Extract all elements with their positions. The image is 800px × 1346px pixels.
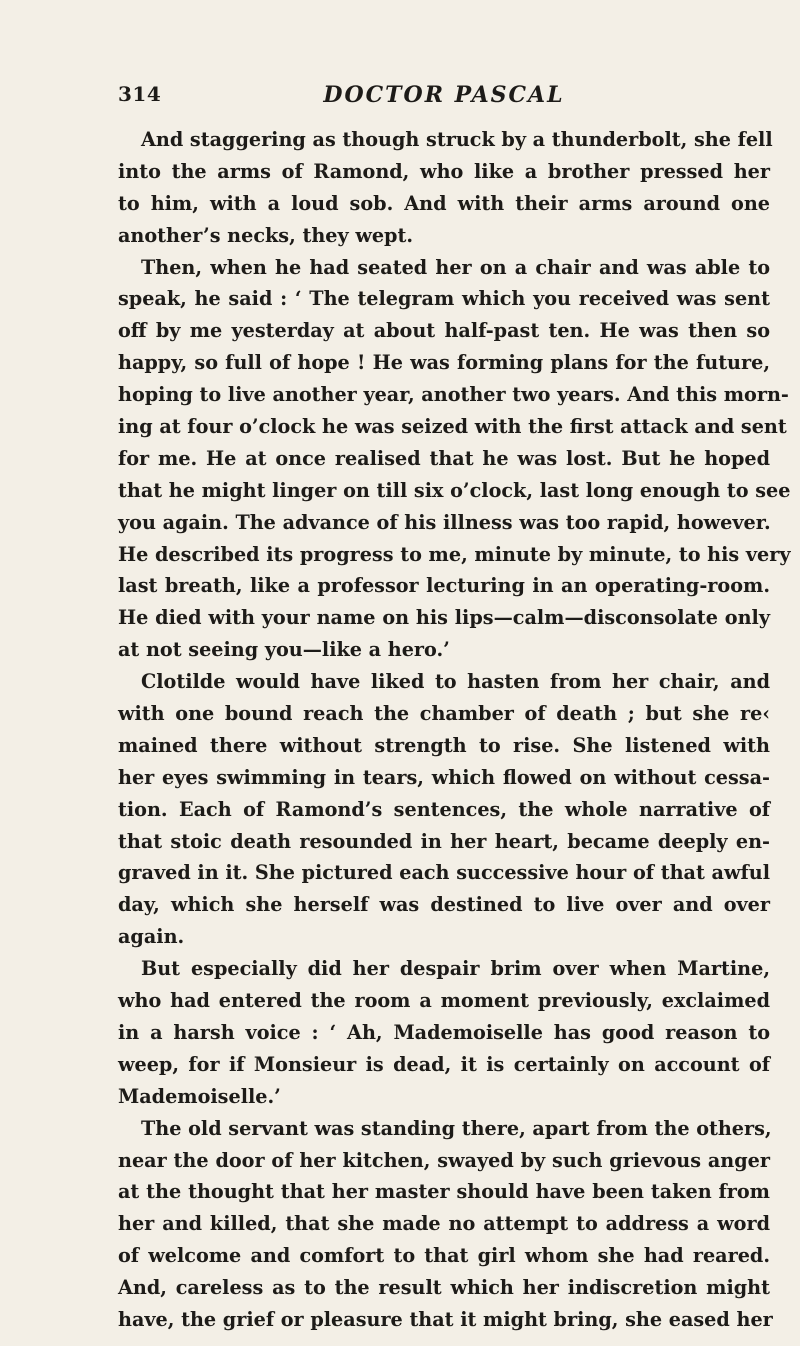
text-line: Then, when he had seated her on a chair and was able to [141, 255, 770, 279]
text-line: another’s necks, they wept. [118, 223, 414, 247]
text-line: hoping to live another year, another two years. And this morn- [118, 383, 789, 407]
text-line: He described its progress to me, minute by minute, to his very [118, 542, 791, 566]
text-line: into the arms of Ramond, who like a brother pressed her [118, 159, 770, 183]
text-line: at the thought that her master should have been taken from [118, 1180, 770, 1204]
text-line: near the door of her kitchen, swayed by such grievous anger [118, 1148, 770, 1172]
text-line: of welcome and comfort to that girl whom she had reared. [118, 1244, 770, 1268]
text-line: at not seeing you—like a hero.’ [118, 638, 450, 662]
text-line: again. [118, 925, 185, 949]
text-line: have, the grief or pleasure that it might bring, she eased her [118, 1307, 773, 1331]
page-header [118, 82, 770, 116]
text-line: ing at four o’clock he was seized with the first attack and sent [118, 415, 787, 439]
body-text [118, 124, 791, 1336]
text-line: last breath, like a professor lecturing in an operating-room. [118, 574, 770, 598]
text-line: weep, for if Monsieur is dead, it is certainly on account of [118, 1052, 770, 1076]
text-line: that he might linger on till six o’clock, last long enough to see [118, 478, 791, 502]
running-title: DOCTOR PASCAL [323, 82, 565, 108]
page-number: 314 [118, 82, 162, 106]
text-line: with one bound reach the chamber of death ; but she re‹ [118, 702, 770, 726]
text-line: who had entered the room a moment previously, exclaimed [118, 989, 770, 1013]
text-line: The old servant was standing there, apart from the others, [141, 1116, 772, 1140]
text-line: off by me yesterday at about half-past ten. He was then so [118, 319, 770, 343]
text-line: Clotilde would have liked to hasten from her chair, and [141, 670, 770, 694]
text-line: Mademoiselle.’ [118, 1084, 281, 1108]
text-line: But especially did her despair brim over when Martine, [141, 957, 770, 981]
text-line: to him, with a loud sob. And with their arms around one [118, 191, 770, 215]
text-line: in a harsh voice : ‘ Ah, Mademoiselle has good reason to [118, 1020, 770, 1044]
text-line: speak, he said : ‘ The telegram which you received was sent [118, 287, 770, 311]
text-line: graved in it. She pictured each successive hour of that awful [118, 861, 770, 885]
text-line: her eyes swimming in tears, which flowed on without cessa- [118, 765, 770, 789]
text-line: He died with your name on his lips—calm—disconsolate only [118, 606, 770, 630]
text-line: you again. The advance of his illness was too rapid, however. [118, 510, 771, 534]
text-line: that stoic death resounded in her heart, became deeply en- [118, 829, 770, 853]
text-line: tion. Each of Ramond’s sentences, the whole narrative of [118, 797, 770, 821]
text-line: mained there without strength to rise. She listened with [118, 733, 770, 757]
text-line: her and killed, that she made no attempt to address a word [118, 1212, 770, 1236]
text-line: And staggering as though struck by a thunderbolt, she fell [141, 128, 773, 151]
text-line: day, which she herself was destined to live over and over [118, 893, 770, 917]
text-line: And, careless as to the result which her indiscretion might [118, 1276, 770, 1300]
text-line: happy, so full of hope ! He was forming plans for the future, [118, 351, 770, 375]
text-line: for me. He at once realised that he was lost. But he hoped [118, 446, 770, 470]
